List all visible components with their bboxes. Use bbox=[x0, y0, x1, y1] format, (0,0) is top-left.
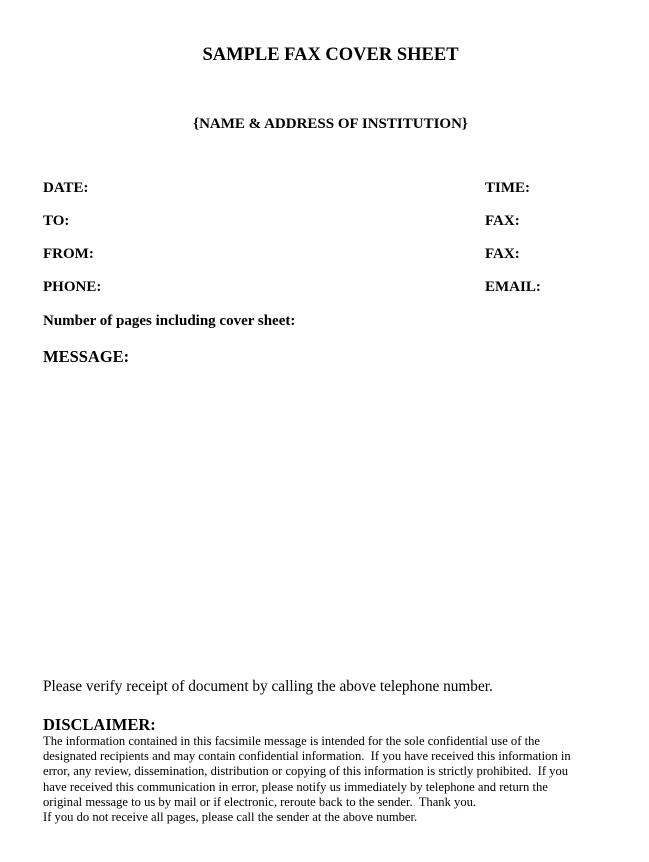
date-label: DATE: bbox=[43, 180, 89, 196]
document-title: SAMPLE FAX COVER SHEET bbox=[202, 45, 459, 65]
to-label: TO: bbox=[43, 213, 70, 229]
message-label: MESSAGE: bbox=[43, 347, 130, 366]
institution-placeholder: {NAME & ADDRESS OF INSTITUTION} bbox=[193, 116, 468, 132]
disclaimer-line: original message to us by mail or if electronic, reroute back to the sender. Thank you. bbox=[43, 794, 477, 809]
disclaimer-line: designated recipients and may contain confidential information. If you have received this information in bbox=[43, 749, 571, 764]
phone-label: PHONE: bbox=[43, 279, 102, 295]
email-label: EMAIL: bbox=[485, 279, 541, 295]
disclaimer-line: The information contained in this facsimile message is intended for the sole confidential use of the bbox=[43, 734, 540, 748]
to-fax-label: FAX: bbox=[485, 213, 520, 229]
page-count-label: Number of pages including cover sheet: bbox=[43, 313, 296, 329]
verify-note: Please verify receipt of document by calling the above telephone number. bbox=[43, 678, 493, 695]
disclaimer-body bbox=[43, 734, 571, 825]
from-fax-label: FAX: bbox=[485, 246, 520, 262]
disclaimer-line: error, any review, dissemination, distribution or copying of this information is strictly prohibited. If you bbox=[43, 764, 569, 779]
from-label: FROM: bbox=[43, 246, 94, 262]
disclaimer-line: have received this communication in error, please notify us immediately by telephone and return the bbox=[43, 779, 548, 794]
disclaimer-line: If you do not receive all pages, please call the sender at the above number. bbox=[43, 810, 418, 825]
time-label: TIME: bbox=[485, 180, 530, 196]
disclaimer-heading: DISCLAIMER: bbox=[43, 715, 156, 734]
